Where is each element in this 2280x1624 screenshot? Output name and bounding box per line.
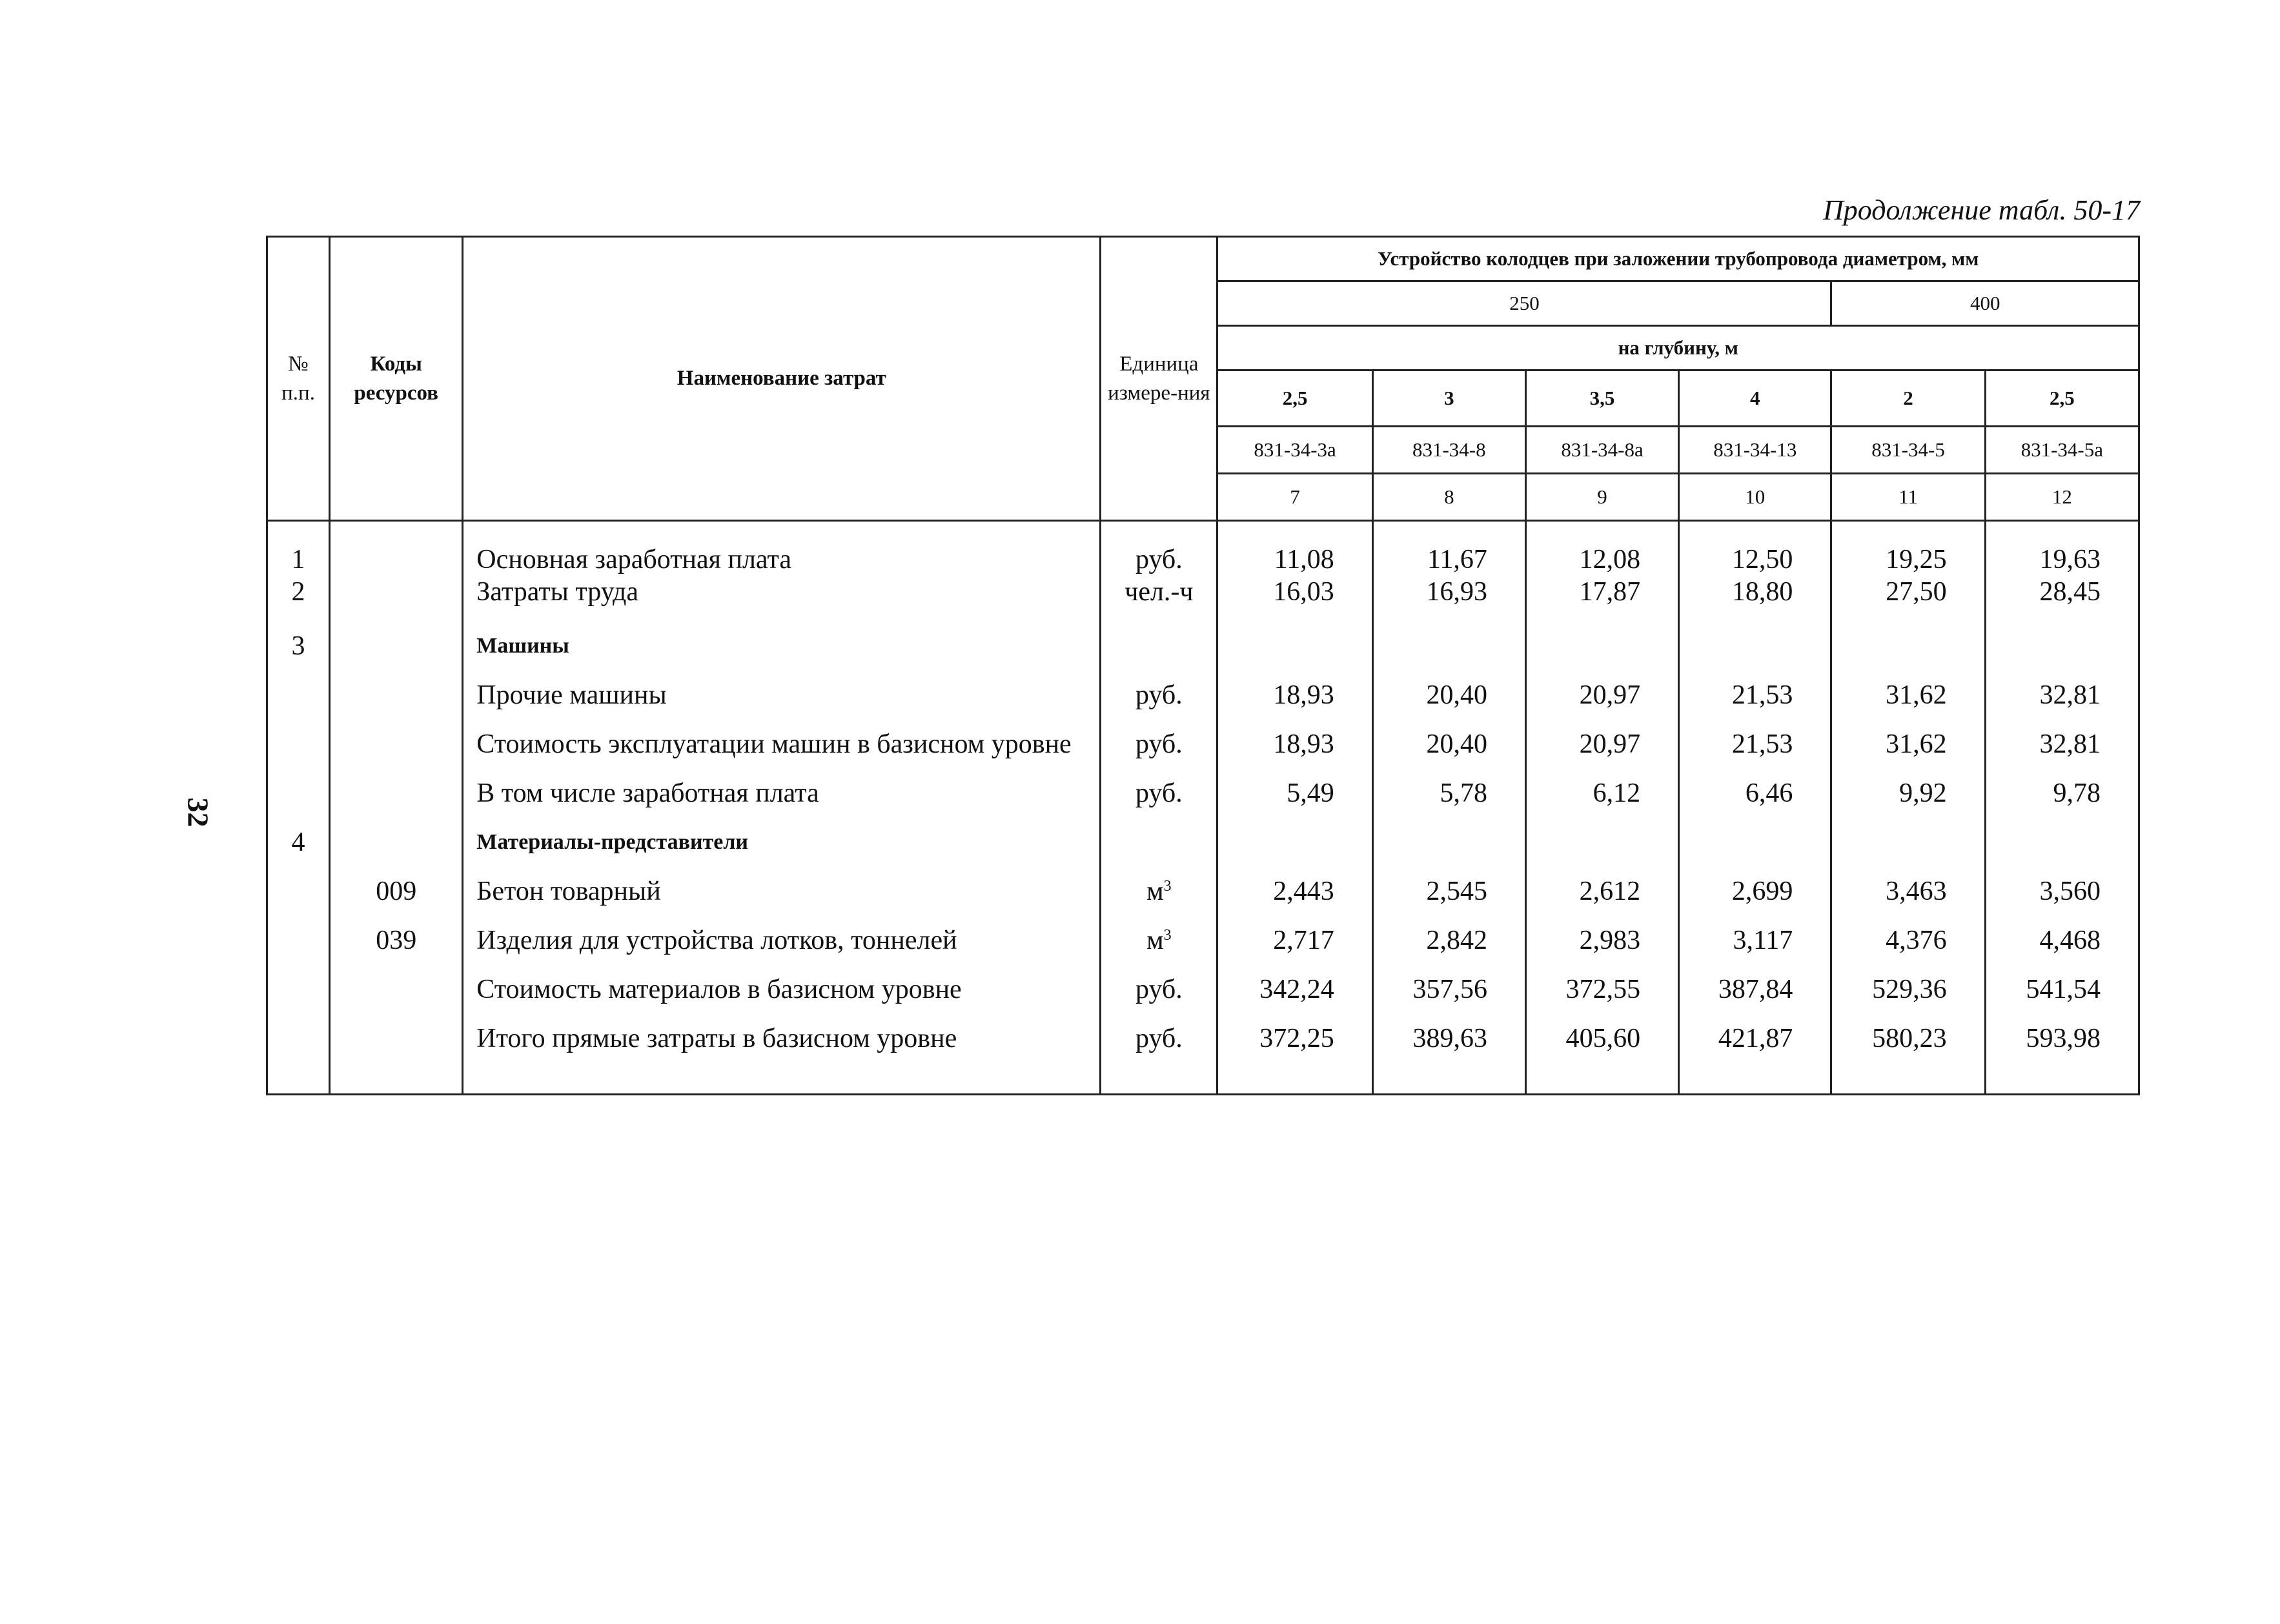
unit-text: руб. — [1135, 1024, 1183, 1053]
cell-value: 5,78 — [1372, 760, 1525, 809]
cost-name: Стоимость материалов в базисном уровне — [463, 957, 1101, 1006]
table-row — [267, 711, 2139, 760]
header-depth: 2 — [1831, 370, 1985, 427]
unit-text: руб. — [1135, 975, 1183, 1004]
cell-value: 4,376 — [1831, 908, 1985, 957]
resource-code — [330, 711, 463, 760]
unit-of-measure — [1101, 760, 1217, 809]
row-number: 4 — [267, 809, 330, 858]
header-norm-code: 831-34-8 — [1372, 427, 1525, 474]
cell-value: 18,93 — [1217, 662, 1372, 711]
cell-value: 31,62 — [1831, 711, 1985, 760]
cell-value: 2,545 — [1372, 858, 1525, 908]
cell-value: 6,12 — [1525, 760, 1678, 809]
header-col-name: Наименование затрат — [463, 237, 1101, 521]
cell-value: 32,81 — [1985, 711, 2139, 760]
resource-code — [330, 576, 463, 608]
header-depth: 4 — [1679, 370, 1831, 427]
header-col-codes: Коды ресурсов — [330, 237, 463, 521]
header-column-number: 9 — [1525, 474, 1678, 521]
cell-value: 2,443 — [1217, 858, 1372, 908]
cost-name: Основная заработная плата — [463, 521, 1101, 576]
cell-value — [1525, 809, 1678, 858]
page-number: 32 — [181, 797, 215, 827]
table-header — [267, 237, 2139, 521]
cell-value: 2,699 — [1679, 858, 1831, 908]
table-row — [267, 608, 2139, 662]
table-row — [267, 576, 2139, 608]
cell-value: 9,92 — [1831, 760, 1985, 809]
cell-value: 20,97 — [1525, 711, 1678, 760]
header-column-number: 7 — [1217, 474, 1372, 521]
table-row — [267, 858, 2139, 908]
cell-value — [1831, 608, 1985, 662]
table-row — [267, 957, 2139, 1006]
unit-of-measure — [1101, 809, 1217, 858]
cell-value: 21,53 — [1679, 711, 1831, 760]
unit-of-measure — [1101, 711, 1217, 760]
resource-code — [330, 809, 463, 858]
cell-value: 529,36 — [1831, 957, 1985, 1006]
cell-value: 6,46 — [1679, 760, 1831, 809]
cell-value: 357,56 — [1372, 957, 1525, 1006]
resource-code: 039 — [330, 908, 463, 957]
cell-value: 389,63 — [1372, 1006, 1525, 1095]
header-column-number: 12 — [1985, 474, 2139, 521]
cell-value: 12,08 — [1525, 521, 1678, 576]
unit-text: руб. — [1135, 729, 1183, 759]
header-diameter-250: 250 — [1217, 281, 1831, 326]
table-row — [267, 521, 2139, 576]
cell-value: 32,81 — [1985, 662, 2139, 711]
row-number — [267, 662, 330, 711]
header-depth: 3 — [1372, 370, 1525, 427]
unit-text: м — [1146, 926, 1164, 955]
unit-of-measure — [1101, 957, 1217, 1006]
cell-value: 16,03 — [1217, 576, 1372, 608]
row-number — [267, 711, 330, 760]
resource-code — [330, 521, 463, 576]
cost-name: Затраты труда — [463, 576, 1101, 608]
section-heading: Материалы-представители — [463, 809, 1101, 858]
resource-code — [330, 760, 463, 809]
cell-value — [1679, 608, 1831, 662]
unit-text: руб. — [1135, 545, 1183, 574]
cell-value: 28,45 — [1985, 576, 2139, 608]
row-number: 3 — [267, 608, 330, 662]
unit-text: руб. — [1135, 680, 1183, 710]
cell-value: 31,62 — [1831, 662, 1985, 711]
cell-value: 372,55 — [1525, 957, 1678, 1006]
cell-value: 3,463 — [1831, 858, 1985, 908]
header-column-number: 10 — [1679, 474, 1831, 521]
cell-value: 2,717 — [1217, 908, 1372, 957]
cell-value: 9,78 — [1985, 760, 2139, 809]
table-body — [267, 521, 2139, 1095]
unit-of-measure — [1101, 1006, 1217, 1095]
header-norm-code: 831-34-5 — [1831, 427, 1985, 474]
header-col-unit: Единица измере-ния — [1101, 237, 1217, 521]
row-number — [267, 760, 330, 809]
cell-value: 3,560 — [1985, 858, 2139, 908]
unit-of-measure — [1101, 576, 1217, 608]
cell-value: 20,40 — [1372, 711, 1525, 760]
cost-name: Итого прямые затраты в базисном уровне — [463, 1006, 1101, 1095]
cell-value — [1985, 608, 2139, 662]
cell-value: 19,63 — [1985, 521, 2139, 576]
header-diameter-400: 400 — [1831, 281, 2139, 326]
cell-value: 12,50 — [1679, 521, 1831, 576]
cost-name: В том числе заработная плата — [463, 760, 1101, 809]
unit-text: м — [1146, 877, 1164, 906]
unit-of-measure — [1101, 858, 1217, 908]
header-depth: 2,5 — [1985, 370, 2139, 427]
cell-value: 20,40 — [1372, 662, 1525, 711]
table-row — [267, 1006, 2139, 1095]
unit-of-measure — [1101, 908, 1217, 957]
cell-value: 3,117 — [1679, 908, 1831, 957]
header-column-number: 11 — [1831, 474, 1985, 521]
table-continuation-caption: Продолжение табл. 50-17 — [1823, 194, 2140, 226]
unit-superscript: 3 — [1163, 878, 1172, 895]
unit-of-measure — [1101, 521, 1217, 576]
header-norm-code: 831-34-13 — [1679, 427, 1831, 474]
cell-value: 4,468 — [1985, 908, 2139, 957]
cell-value: 27,50 — [1831, 576, 1985, 608]
resource-code — [330, 662, 463, 711]
table-row — [267, 809, 2139, 858]
table-row — [267, 760, 2139, 809]
cell-value — [1679, 809, 1831, 858]
cell-value — [1217, 608, 1372, 662]
cost-name: Изделия для устройства лотков, тоннелей — [463, 908, 1101, 957]
unit-text: чел.-ч — [1125, 577, 1194, 607]
cell-value: 20,97 — [1525, 662, 1678, 711]
header-norm-code: 831-34-8а — [1525, 427, 1678, 474]
resource-code: 009 — [330, 858, 463, 908]
cell-value: 21,53 — [1679, 662, 1831, 711]
resource-code — [330, 957, 463, 1006]
unit-superscript: 3 — [1163, 927, 1172, 944]
cell-value — [1372, 608, 1525, 662]
header-depth: 2,5 — [1217, 370, 1372, 427]
cell-value — [1831, 809, 1985, 858]
cell-value: 2,842 — [1372, 908, 1525, 957]
cell-value: 405,60 — [1525, 1006, 1678, 1095]
header-column-number: 8 — [1372, 474, 1525, 521]
row-number: 1 — [267, 521, 330, 576]
header-depth-label: на глубину, м — [1217, 326, 2139, 370]
cell-value: 19,25 — [1831, 521, 1985, 576]
row-number — [267, 908, 330, 957]
cell-value: 342,24 — [1217, 957, 1372, 1006]
row-number — [267, 858, 330, 908]
cell-value: 580,23 — [1831, 1006, 1985, 1095]
unit-text: руб. — [1135, 778, 1183, 808]
cost-name: Прочие машины — [463, 662, 1101, 711]
cost-table — [266, 236, 2140, 1095]
header-col-no — [267, 237, 330, 521]
cost-name: Стоимость эксплуатации машин в базисном уровне — [463, 711, 1101, 760]
section-heading: Машины — [463, 608, 1101, 662]
resource-code — [330, 608, 463, 662]
row-number: 2 — [267, 576, 330, 608]
table-row — [267, 908, 2139, 957]
header-norm-code: 831-34-5а — [1985, 427, 2139, 474]
cell-value: 17,87 — [1525, 576, 1678, 608]
resource-code — [330, 1006, 463, 1095]
cell-value — [1985, 809, 2139, 858]
cell-value: 18,93 — [1217, 711, 1372, 760]
unit-of-measure — [1101, 662, 1217, 711]
cell-value: 2,983 — [1525, 908, 1678, 957]
cell-value: 16,93 — [1372, 576, 1525, 608]
table-row — [267, 662, 2139, 711]
cell-value: 5,49 — [1217, 760, 1372, 809]
header-norm-code: 831-34-3а — [1217, 427, 1372, 474]
cell-value: 421,87 — [1679, 1006, 1831, 1095]
header-depth: 3,5 — [1525, 370, 1678, 427]
cell-value — [1217, 809, 1372, 858]
header-no-sign: № п.п. — [281, 352, 315, 405]
cell-value: 18,80 — [1679, 576, 1831, 608]
cell-value: 11,08 — [1217, 521, 1372, 576]
cell-value: 593,98 — [1985, 1006, 2139, 1095]
row-number — [267, 957, 330, 1006]
cell-value: 2,612 — [1525, 858, 1678, 908]
row-number — [267, 1006, 330, 1095]
cell-value: 541,54 — [1985, 957, 2139, 1006]
cell-value: 11,67 — [1372, 521, 1525, 576]
cost-name: Бетон товарный — [463, 858, 1101, 908]
cell-value — [1372, 809, 1525, 858]
cell-value — [1525, 608, 1678, 662]
cell-value: 387,84 — [1679, 957, 1831, 1006]
header-group-title: Устройство колодцев при заложении трубопровода диаметром, мм — [1217, 237, 2139, 281]
cell-value: 372,25 — [1217, 1006, 1372, 1095]
unit-of-measure — [1101, 608, 1217, 662]
